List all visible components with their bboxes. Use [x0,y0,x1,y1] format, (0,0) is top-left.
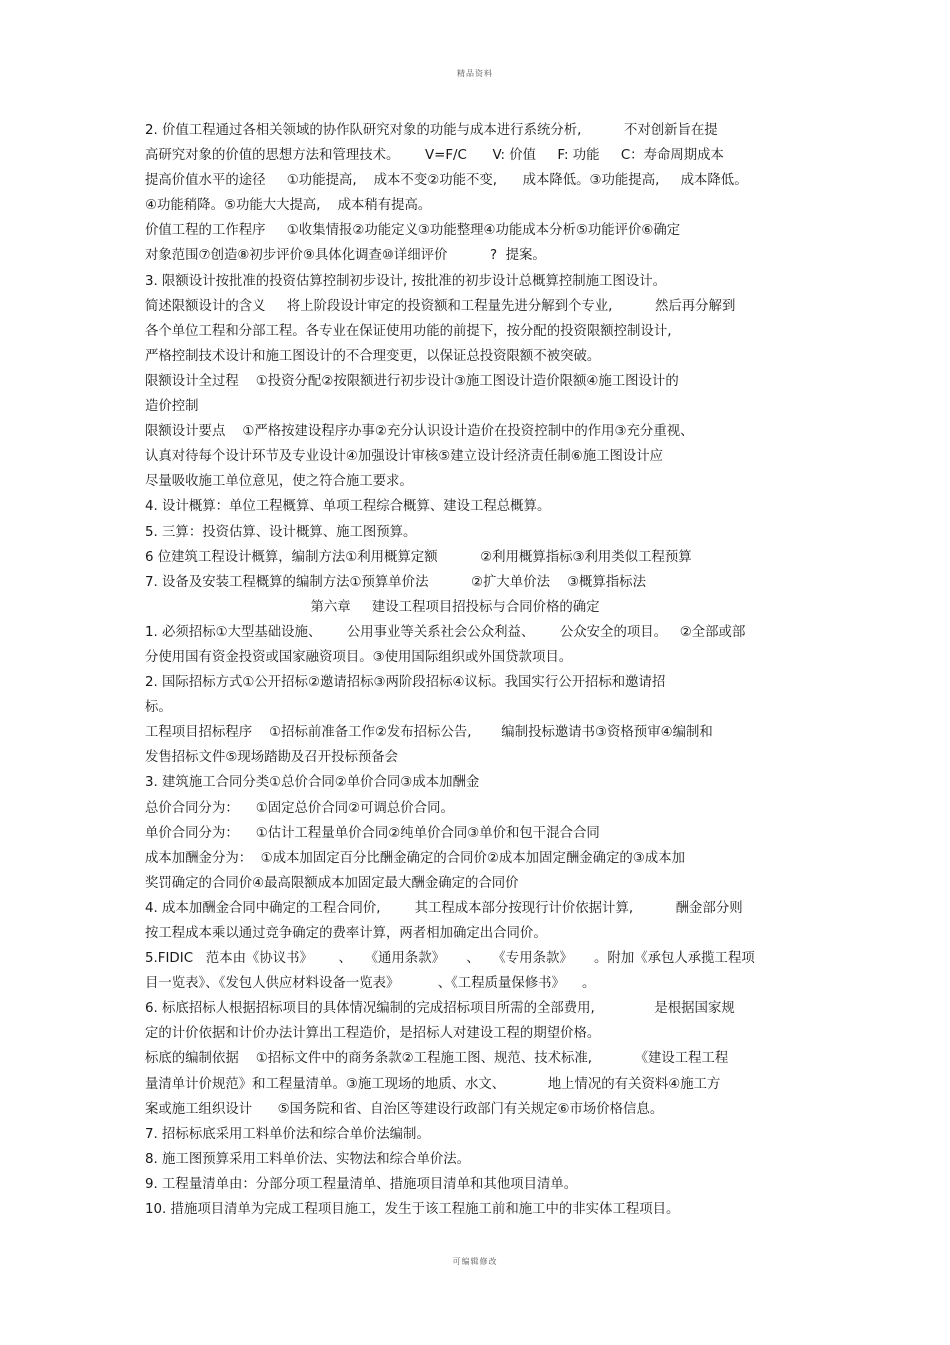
text-line: 5. 三算：投资估算、设计概算、施工图预算。 [145,524,417,540]
text-line: 5.FIDIC 范本由《协议书》 、 《通用条款》 、 《专用条款》 。附加《承包人承揽工程项 [145,951,755,967]
text-line: 标。 [145,700,172,716]
text-line: 工程项目招标程序 ①招标前准备工作②发布招标公告, 编制投标邀请书③资格预审④编制和 [145,725,713,741]
text-line: 7. 设备及安装工程概算的编制方法①预算单价法 ②扩大单价法 ③概算指标法 [145,574,646,590]
text-line: ④功能稍降。⑤功能大大提高, 成本稍有提高。 [145,198,432,214]
text-line: 各个单位工程和分部工程。各专业在保证使用功能的前提下，按分配的投资限额控制设计, [145,323,672,339]
text-line: 认真对待每个设计环节及专业设计④加强设计审核⑤建立设计经济责任制⑥施工图设计应 [145,449,664,465]
text-line: 按工程成本乘以通过竞争确定的费率计算，两者相加确定出合同价。 [145,926,547,941]
text-line: 4. 成本加酬金合同中确定的工程合同价, 其工程成本部分按现行计价依据计算, 酬金部分则 [145,900,743,916]
text-line: 10. 措施项目清单为完成工程项目施工，发生于该工程施工前和施工中的非实体工程项目。 [145,1202,680,1218]
text-line: 限额设计要点 ①严格按建设程序办事②充分认识设计造价在投资控制中的作用③充分重视、 [145,424,694,440]
text-line: 1. 必须招标①大型基础设施、 公用事业等关系社会公众利益、 公众安全的项目。 ②全部或部 [145,624,746,640]
text-line: 2. 国际招标方式①公开招标②邀请招标③两阶段招标④议标。我国实行公开招标和邀请招 [145,675,666,691]
text-line: 3. 限额设计按批准的投资估算控制初步设计, 按批准的初步设计总概算控制施工图设计。 [145,273,666,289]
text-line: 单价合同分为： ①估计工程量单价合同②纯单价合同③单价和包干混合合同 [145,825,600,841]
text-line: 标底的编制依据 ①招标文件中的商务条款②工程施工图、规范、技术标准, 《建设工程工程 [145,1051,729,1067]
text-line: 总价合同分为： ①固定总价合同②可调总价合同。 [145,800,454,816]
text-line: 限额设计全过程 ①投资分配②按限额进行初步设计③施工图设计造价限额④施工图设计的 [145,373,679,389]
page-header: 精品资料 [457,69,493,78]
text-line: 造价控制 [145,399,199,415]
document-body [145,118,805,1222]
text-line: 案或施工组织设计 ⑤国务院和省、自治区等建设行政部门有关规定⑥市场价格信息。 [145,1101,664,1117]
text-line: 量清单计价规范》和工程量清单。③施工现场的地质、水文、 地上情况的有关资料④施工方 [145,1076,721,1092]
text-line: 9. 工程量清单由：分部分项工程量清单、措施项目清单和其他项目清单。 [145,1176,578,1192]
text-line: 目一览表》、《发包人供应材料设备一览表》 、《工程质量保修书》 。 [145,976,596,992]
text-line: 6. 标底招标人根据招标项目的具体情况编制的完成招标项目所需的全部费用, 是根据国家规 [145,1001,735,1017]
text-line: 6 位建筑工程设计概算，编制方法①利用概算定额 ②利用概算指标③利用类似工程预算 [145,549,692,565]
text-line: 3. 建筑施工合同分类①总价合同②单价合同③成本加酬金 [145,775,480,791]
text-line: 高研究对象的价值的思想方法和管理技术。 V=F/C V: 价值 F: 功能 C：寿命周期成本 [145,148,724,164]
text-line: 8. 施工图预算采用工料单价法、实物法和综合单价法。 [145,1151,471,1167]
text-line: 对象范围⑦创造⑧初步评价⑨具体化调查⑩详细评价 ? 提案。 [145,248,546,264]
text-line: 分使用国有资金投资或国家融资项目。③使用国际组织或外国贷款项目。 [145,649,573,665]
chapter-heading: 第六章 建设工程项目招投标与合同价格的确定 [310,599,600,615]
text-line: 提高价值水平的途径 ①功能提高, 成本不变②功能不变, 成本降低。③功能提高, 成本降低。 [145,173,748,189]
text-line: 定的计价依据和计价办法计算出工程造价，是招标人对建设工程的期望价格。 [145,1026,601,1042]
text-line: 4. 设计概算：单位工程概算、单项工程综合概算、建设工程总概算。 [145,499,551,515]
text-line: 成本加酬金分为： ①成本加固定百分比酬金确定的合同价②成本加固定酬金确定的③成本加 [145,850,685,866]
text-line: 发售招标文件⑤现场踏勘及召开投标预备会 [145,750,399,766]
text-line: 简述限额设计的含义 将上阶段设计审定的投资额和工程量先进分解到个专业, 然后再分解到 [145,298,736,314]
page-footer: 可编辑修改 [452,1257,498,1266]
text-line: 2. 价值工程通过各相关领域的协作队研究对象的功能与成本进行系统分析, 不对创新旨在提 [145,123,718,138]
text-line: 严格控制技术设计和施工图设计的不合理变更，以保证总投资限额不被突破。 [145,348,601,364]
text-line: 价值工程的工作程序 ①收集情报②功能定义③功能整理④功能成本分析⑤功能评价⑥确定 [145,223,681,239]
text-line: 7. 招标标底采用工料单价法和综合单价法编制。 [145,1126,430,1142]
text-line: 尽量吸收施工单位意见，使之符合施工要求。 [145,474,413,490]
text-line: 奖罚确定的合同价④最高限额成本加固定最大酬金确定的合同价 [145,875,519,891]
